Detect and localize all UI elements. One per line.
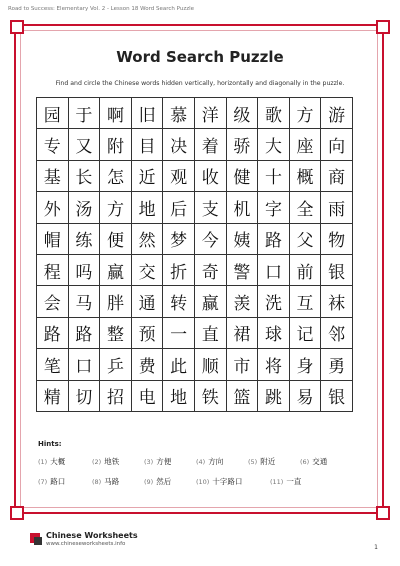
hint-word: 十字路口	[212, 477, 243, 486]
grid-cell[interactable]: 折	[163, 254, 195, 285]
hint-word: 附近	[260, 457, 276, 466]
grid-cell[interactable]: 慕	[163, 98, 195, 129]
hint-number: (4)	[196, 458, 206, 466]
grid-cell[interactable]: 目	[131, 129, 163, 160]
grid-cell[interactable]: 外	[37, 192, 69, 223]
grid-cell[interactable]: 洋	[194, 98, 226, 129]
corner-ornament-top-left	[10, 20, 24, 34]
grid-cell[interactable]: 物	[321, 223, 353, 254]
grid-cell[interactable]: 笔	[37, 349, 69, 380]
grid-cell[interactable]: 梦	[163, 223, 195, 254]
grid-cell[interactable]: 将	[258, 349, 290, 380]
grid-cell[interactable]: 方	[100, 192, 132, 223]
grid-cell[interactable]: 跳	[258, 380, 290, 411]
hint-number: (2)	[92, 458, 102, 466]
grid-row	[37, 160, 353, 191]
hint-word: 大概	[50, 457, 66, 466]
grid-cell[interactable]: 近	[131, 160, 163, 191]
grid-cell[interactable]: 骄	[226, 129, 258, 160]
grid-cell[interactable]: 勇	[321, 349, 353, 380]
grid-cell[interactable]: 长	[68, 160, 100, 191]
hint-item	[300, 456, 327, 467]
hint-item	[196, 476, 242, 487]
hint-item	[38, 456, 65, 467]
page-title: Word Search Puzzle	[116, 48, 284, 66]
grid-cell[interactable]: 路	[258, 223, 290, 254]
hint-number: (9)	[144, 478, 154, 486]
grid-cell[interactable]: 招	[100, 380, 132, 411]
grid-cell[interactable]: 地	[163, 380, 195, 411]
grid-cell[interactable]: 怎	[100, 160, 132, 191]
grid-cell[interactable]: 附	[100, 129, 132, 160]
grid-cell[interactable]: 商	[321, 160, 353, 191]
grid-cell[interactable]: 预	[131, 317, 163, 348]
hint-word: 方向	[208, 457, 224, 466]
hints-heading: Hints:	[38, 440, 62, 448]
grid-cell[interactable]: 口	[258, 254, 290, 285]
hint-item	[248, 456, 275, 467]
grid-cell[interactable]: 收	[194, 160, 226, 191]
grid-cell[interactable]: 座	[289, 129, 321, 160]
page-number: 1	[374, 544, 378, 551]
hint-number: (8)	[92, 478, 102, 486]
grid-cell[interactable]: 此	[163, 349, 195, 380]
hint-number: (7)	[38, 478, 48, 486]
grid-cell[interactable]: 啊	[100, 98, 132, 129]
grid-cell[interactable]: 奇	[194, 254, 226, 285]
grid-cell[interactable]: 雨	[321, 192, 353, 223]
header-breadcrumb: Road to Success: Elementary Vol. 2 - Lesson 18 Word Search Puzzle	[8, 6, 195, 12]
grid-cell[interactable]: 顺	[194, 349, 226, 380]
grid-cell[interactable]: 游	[321, 98, 353, 129]
grid-cell[interactable]: 歌	[258, 98, 290, 129]
hint-number: (3)	[144, 458, 154, 466]
grid-cell[interactable]: 银	[321, 254, 353, 285]
grid-cell[interactable]: 着	[194, 129, 226, 160]
hint-item	[92, 456, 119, 467]
grid-row	[37, 317, 353, 348]
word-search-grid	[36, 97, 353, 412]
grid-cell[interactable]: 切	[68, 380, 100, 411]
hint-item	[92, 476, 119, 487]
grid-cell[interactable]: 身	[289, 349, 321, 380]
grid-cell[interactable]: 姨	[226, 223, 258, 254]
grid-cell[interactable]: 帽	[37, 223, 69, 254]
grid-cell[interactable]: 观	[163, 160, 195, 191]
grid-cell[interactable]: 基	[37, 160, 69, 191]
grid-cell[interactable]: 向	[321, 129, 353, 160]
instructions-text: Find and circle the Chinese words hidden vertically, horizontally and diagonally in the puzzle.	[55, 80, 345, 87]
grid-row	[37, 349, 353, 380]
grid-cell[interactable]: 园	[37, 98, 69, 129]
grid-cell[interactable]: 决	[163, 129, 195, 160]
grid-cell[interactable]: 今	[194, 223, 226, 254]
grid-cell[interactable]: 易	[289, 380, 321, 411]
hint-number: (11)	[270, 478, 284, 486]
grid-cell[interactable]: 乒	[100, 349, 132, 380]
grid-row	[37, 98, 353, 129]
hint-number: (10)	[196, 478, 210, 486]
grid-cell[interactable]: 赢	[194, 286, 226, 317]
hint-item	[144, 456, 171, 467]
grid-cell[interactable]: 便	[100, 223, 132, 254]
grid-cell[interactable]: 前	[289, 254, 321, 285]
grid-cell[interactable]: 专	[37, 129, 69, 160]
grid-row	[37, 192, 353, 223]
footer-brand-name: Chinese Worksheets	[46, 531, 138, 540]
grid-cell[interactable]: 转	[163, 286, 195, 317]
corner-ornament-top-right	[376, 20, 390, 34]
grid-cell[interactable]: 级	[226, 98, 258, 129]
grid-cell[interactable]: 警	[226, 254, 258, 285]
grid-cell[interactable]: 练	[68, 223, 100, 254]
grid-cell[interactable]: 汤	[68, 192, 100, 223]
grid-cell[interactable]: 后	[163, 192, 195, 223]
grid-cell[interactable]: 全	[289, 192, 321, 223]
grid-cell[interactable]: 市	[226, 349, 258, 380]
grid-cell[interactable]: 大	[258, 129, 290, 160]
grid-cell[interactable]: 又	[68, 129, 100, 160]
hint-number: (5)	[248, 458, 258, 466]
hint-item	[196, 456, 223, 467]
corner-ornament-bottom-right	[376, 506, 390, 520]
grid-cell[interactable]: 地	[131, 192, 163, 223]
grid-cell[interactable]: 通	[131, 286, 163, 317]
hint-word: 方便	[156, 457, 172, 466]
grid-cell[interactable]: 羡	[226, 286, 258, 317]
grid-cell[interactable]: 邻	[321, 317, 353, 348]
hint-word: 交通	[312, 457, 328, 466]
hint-word: 路口	[50, 477, 66, 486]
brand-logo-icon-inner	[34, 537, 42, 545]
grid-cell[interactable]: 裙	[226, 317, 258, 348]
grid-cell[interactable]: 健	[226, 160, 258, 191]
grid-cell[interactable]: 篮	[226, 380, 258, 411]
grid-cell[interactable]: 一	[163, 317, 195, 348]
grid-row	[37, 223, 353, 254]
grid-cell[interactable]: 吗	[68, 254, 100, 285]
grid-cell[interactable]: 球	[258, 317, 290, 348]
hint-word: 然后	[156, 477, 172, 486]
grid-cell[interactable]: 十	[258, 160, 290, 191]
grid-cell[interactable]: 交	[131, 254, 163, 285]
grid-cell[interactable]: 父	[289, 223, 321, 254]
grid-row	[37, 129, 353, 160]
hint-word: 一直	[286, 477, 302, 486]
grid-row	[37, 380, 353, 411]
hint-item	[38, 476, 65, 487]
grid-row	[37, 254, 353, 285]
grid-cell[interactable]: 然	[131, 223, 163, 254]
grid-cell[interactable]: 会	[37, 286, 69, 317]
hint-number: (1)	[38, 458, 48, 466]
hint-word: 马路	[104, 477, 120, 486]
grid-cell[interactable]: 洗	[258, 286, 290, 317]
grid-cell[interactable]: 方	[289, 98, 321, 129]
hint-item	[270, 476, 301, 487]
grid-cell[interactable]: 互	[289, 286, 321, 317]
grid-cell[interactable]: 直	[194, 317, 226, 348]
grid-cell[interactable]: 于	[68, 98, 100, 129]
grid-cell[interactable]: 字	[258, 192, 290, 223]
grid-cell[interactable]: 赢	[100, 254, 132, 285]
grid-cell[interactable]: 整	[100, 317, 132, 348]
hint-item	[144, 476, 171, 487]
grid-cell[interactable]: 银	[321, 380, 353, 411]
grid-cell[interactable]: 旧	[131, 98, 163, 129]
grid-cell[interactable]: 铁	[194, 380, 226, 411]
grid-cell[interactable]: 电	[131, 380, 163, 411]
grid-cell[interactable]: 机	[226, 192, 258, 223]
grid-cell[interactable]: 精	[37, 380, 69, 411]
footer-url[interactable]: www.chineseworksheets.info	[46, 541, 126, 547]
grid-cell[interactable]: 程	[37, 254, 69, 285]
grid-row	[37, 286, 353, 317]
grid-cell[interactable]: 路	[68, 317, 100, 348]
corner-ornament-bottom-left	[10, 506, 24, 520]
grid-cell[interactable]: 路	[37, 317, 69, 348]
grid-cell[interactable]: 概	[289, 160, 321, 191]
grid-cell[interactable]: 口	[68, 349, 100, 380]
hint-word: 地铁	[104, 457, 120, 466]
grid-cell[interactable]: 费	[131, 349, 163, 380]
grid-cell[interactable]: 胖	[100, 286, 132, 317]
grid-cell[interactable]: 支	[194, 192, 226, 223]
grid-cell[interactable]: 袜	[321, 286, 353, 317]
hint-number: (6)	[300, 458, 310, 466]
grid-cell[interactable]: 记	[289, 317, 321, 348]
grid-cell[interactable]: 马	[68, 286, 100, 317]
